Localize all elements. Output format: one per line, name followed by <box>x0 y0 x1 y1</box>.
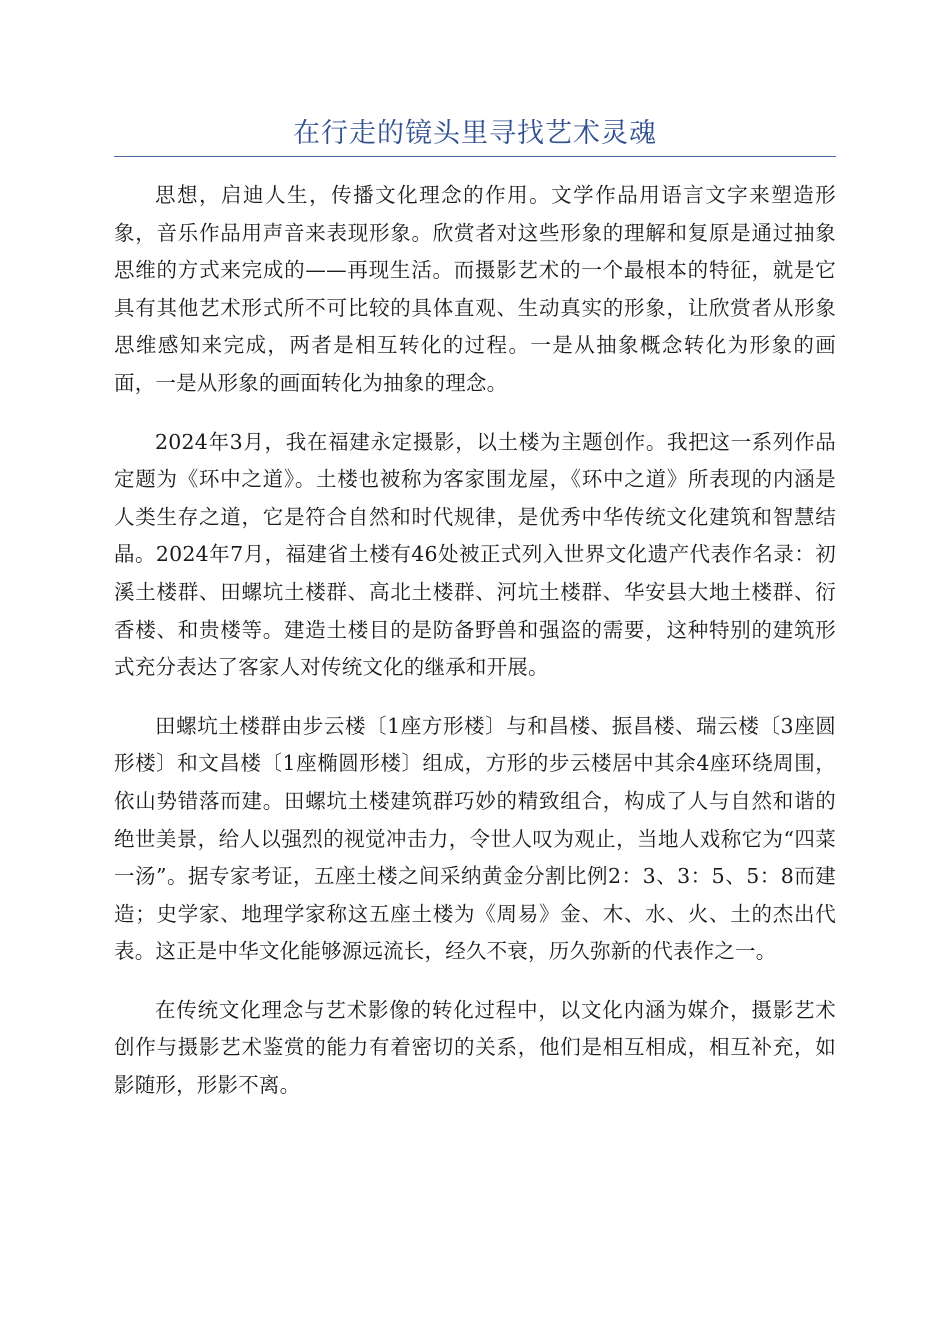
document-page <box>114 0 836 1126</box>
paragraph: 思想，启迪人生，传播文化理念的作用。文学作品用语言文字来塑造形象，音乐作品用声音来表现形象。欣赏者对这些形象的理解和复原是通过抽象思维的方式来完成的——再现生活。而摄影艺术的一个最根本的特征，就是它具有其他艺术形式所不可比较的具体直观、生动真实的形象，让欣赏者从形象思维感知来完成，两者是相互转化的过程。一是从抽象概念转化为形象的画面，一是从形象的画面转化为抽象的理念。 <box>114 183 836 395</box>
paragraph: 田螺坑土楼群由步云楼〔1座方形楼〕与和昌楼、振昌楼、瑞云楼〔3座圆形楼〕和文昌楼〔1座椭圆形楼〕组成，方形的步云楼居中其余4座环绕周围，依山势错落而建。田螺坑土楼建筑群巧妙的精致组合，构成了人与自然和谐的绝世美景，给人以强烈的视觉冲击力，令世人叹为观止，当地人戏称它为“四菜一汤”。据专家考证，五座土楼之间采纳黄金分割比例2：3、3：5、5：8而建造；史学家、地理学家称这五座土楼为《周易》金、木、水、火、土的杰出代表。这正是中华文化能够源远流长，经久不衰，历久弥新的代表作之一。 <box>114 713 836 964</box>
document-body <box>114 177 836 1105</box>
title-underline <box>114 156 836 157</box>
document-title: 在行走的镜头里寻找艺术灵魂 <box>293 118 657 149</box>
paragraph: 2024年3月，我在福建永定摄影，以土楼为主题创作。我把这一系列作品定题为《环中之道》。土楼也被称为客家围龙屋，《环中之道》所表现的内涵是人类生存之道，它是符合自然和时代规律，是优秀中华传统文化建筑和智慧结晶。2024年7月，福建省土楼有46处被正式列入世界文化遗产代表作名录：初溪土楼群、田螺坑土楼群、高北土楼群、河坑土楼群、华安县大地土楼群、衍香楼、和贵楼等。建造土楼目的是防备野兽和强盗的需要，这种特别的建筑形式充分表达了客家人对传统文化的继承和开展。 <box>114 429 836 680</box>
paragraph: 在传统文化理念与艺术影像的转化过程中，以文化内涵为媒介，摄影艺术创作与摄影艺术鉴赏的能力有着密切的关系，他们是相互相成，相互补充，如影随形，形影不离。 <box>114 997 836 1098</box>
